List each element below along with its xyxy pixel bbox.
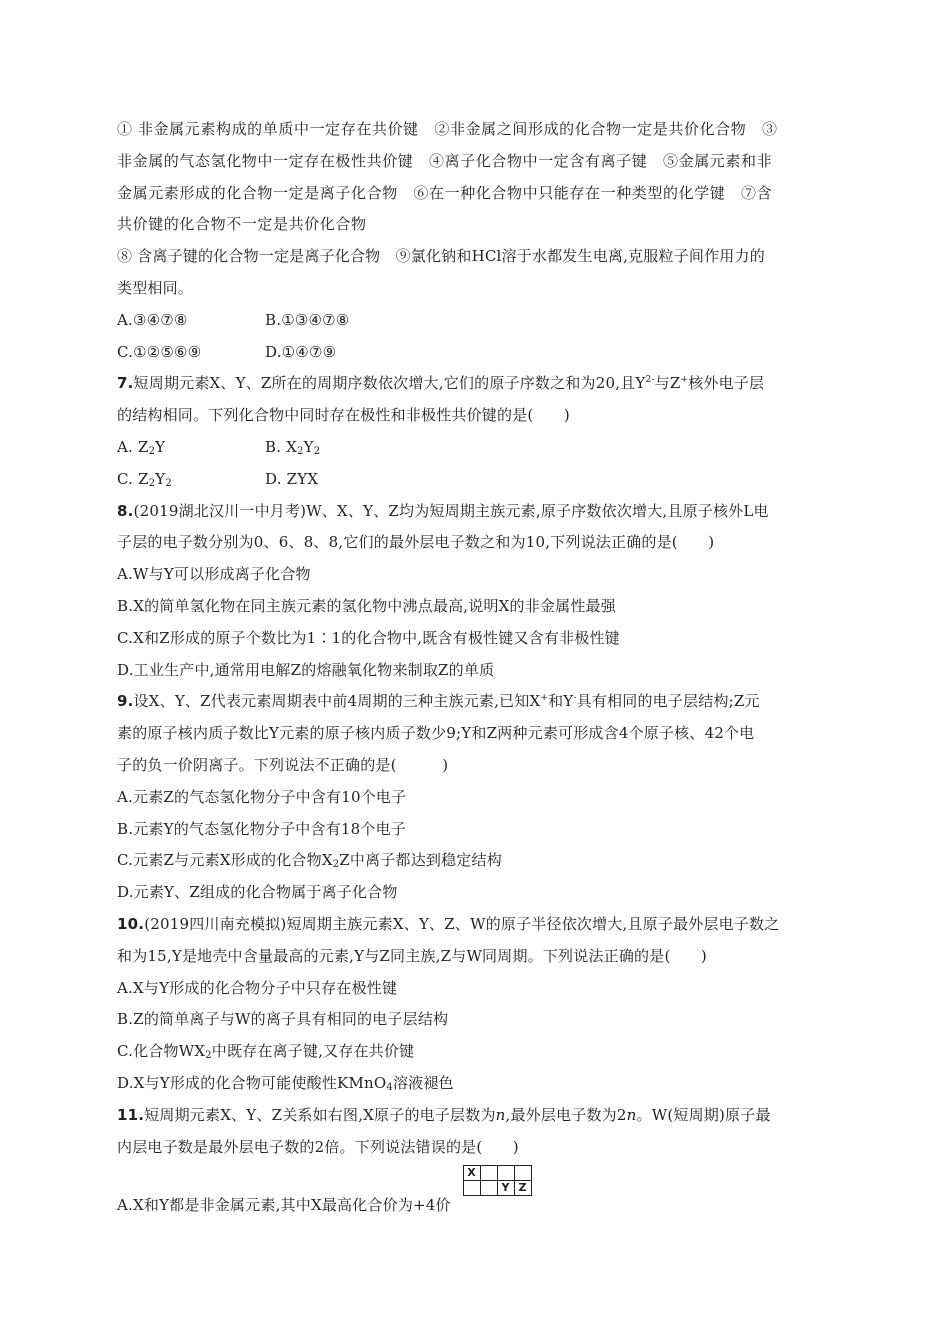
grid-cell [497, 1166, 514, 1181]
option-d [117, 1068, 837, 1100]
grid-cell [480, 1166, 497, 1181]
question-number: 11. [117, 1105, 145, 1124]
superscript: - [573, 693, 577, 704]
option-text: Y [303, 437, 314, 456]
question-number: 10. [117, 914, 145, 933]
grid-row [463, 1166, 531, 1181]
option-c: C.①②⑤⑥⑨ [117, 342, 202, 361]
option-text: Y [155, 437, 166, 456]
option-b: B.①③④⑦⑧ [265, 310, 350, 329]
question-7-line: 的结构相同。下列化合物中同时存在极性和非极性共价键的是( ) [117, 406, 570, 425]
question-9-line: 素的原子核内质子数比Y元素的原子核内质子数少9;Y和Z两种元素可形成含4个原子核、42个电 [117, 724, 755, 743]
grid-cell: Z [514, 1181, 531, 1196]
options-row [117, 464, 837, 496]
question-text: ,最外层电子数为2 [505, 1105, 627, 1124]
option-c [117, 845, 837, 877]
question-text: 设X、Y、Z代表元素周期表中前4周期的三种主族元素,已知X [133, 692, 541, 711]
subscript: 2 [165, 477, 172, 489]
question-11-line [117, 1100, 837, 1132]
options-row [117, 337, 837, 369]
option-a: A.X和Y都是非金属元素,其中X最高化合价为+4价 [117, 1196, 451, 1215]
question-11-line: 内层电子数是最外层电子数的2倍。下列说法错误的是( ) [117, 1137, 519, 1156]
variable-n: n [495, 1105, 506, 1124]
option-text: Y [155, 469, 166, 488]
option-a [117, 432, 265, 464]
question-9-line: 子的负一价阴离子。下列说法不正确的是( ) [117, 755, 449, 774]
question-number: 8. [117, 501, 134, 520]
question-text: 。W(短周期)原子最 [636, 1105, 771, 1124]
question-text: (2019湖北汉川一中月考)W、X、Y、Z均为短周期主族元素,原子序数依次增大,且原子核外L电 [133, 501, 769, 520]
statement-line: 金属元素形成的化合物一定是离子化合物 ⑥在一种化合物中只能存在一种类型的化学键 ⑦含 [117, 183, 773, 202]
question-text: 和Y [548, 692, 574, 711]
option-text: A. Z [117, 437, 149, 456]
option-text: C.元素Z与元素X形成的化合物X [117, 851, 333, 870]
question-text: 与Z [654, 374, 681, 393]
superscript: + [680, 375, 689, 386]
option-text: D.X与Y形成的化合物可能使酸性KMnO [117, 1073, 387, 1092]
question-text: 核外电子层 [688, 374, 765, 393]
option-text: 溶液褪色 [392, 1073, 454, 1092]
statement-line: ⑧ 含离子键的化合物一定是离子化合物 ⑨氯化钠和HCl溶于水都发生电离,克服粒子间作用力的 [117, 247, 765, 266]
question-10-line [117, 909, 837, 941]
option-c [117, 464, 265, 496]
option-text: Z中离子都达到稳定结构 [339, 851, 502, 870]
option-a: A.元素Z的气态氢化物分子中含有10个电子 [117, 787, 407, 806]
statement-line: ① 非金属元素构成的单质中一定存在共价键 ②非金属之间形成的化合物一定是共价化合物 ③ [117, 120, 778, 138]
option-a: A.W与Y可以形成离子化合物 [117, 565, 311, 584]
grid-cell: X [463, 1166, 480, 1181]
grid-cell [480, 1181, 497, 1196]
grid-cell [514, 1166, 531, 1181]
superscript: + [540, 693, 549, 704]
grid-row [463, 1181, 531, 1196]
grid-cell [463, 1181, 480, 1196]
question-number: 9. [117, 692, 134, 711]
question-8-line: 子层的电子数分别为0、6、8、8,它们的最外层电子数之和为10,下列说法正确的是( ) [117, 533, 715, 552]
question-number: 7. [117, 374, 134, 393]
question-7-line [117, 368, 837, 400]
question-text: 具有相同的电子层结构;Z元 [576, 692, 760, 711]
option-a: A.X与Y形成的化合物分子中只存在极性键 [117, 978, 398, 997]
statement-line: 类型相同。 [117, 278, 194, 297]
option-d: D. ZYX [265, 469, 319, 488]
subscript: 2 [332, 859, 340, 871]
statement-line: 非金属的气态氢化物中一定存在极性共价键 ④离子化合物中一定含有离子键 ⑤金属元素和非 [117, 151, 773, 170]
grid-cell: Y [497, 1181, 514, 1196]
option-b: B.X的简单氢化物在同主族元素的氢化物中沸点最高,说明X的非金属性最强 [117, 596, 616, 615]
option-b: B.Z的简单离子与W的离子具有相同的电子层结构 [117, 1010, 449, 1029]
option-c: C.X和Z形成的原子个数比为1∶1的化合物中,既含有极性键又含有非极性键 [117, 628, 620, 647]
superscript: 2- [645, 375, 655, 386]
question-text: 短周期元素X、Y、Z关系如右图,X原子的电子层数为 [144, 1105, 496, 1124]
variable-n: n [626, 1105, 637, 1124]
options-row [117, 305, 837, 337]
statement-line: 共价键的化合物不一定是共价化合物 [117, 215, 367, 234]
subscript: 2 [205, 1050, 212, 1062]
option-b: B.元素Y的气态氢化物分子中含有18个电子 [117, 819, 406, 838]
page-content [117, 114, 837, 1222]
element-grid [463, 1165, 532, 1196]
question-text: 短周期元素X、Y、Z所在的周期序数依次增大,它们的原子序数之和为20,且Y [133, 374, 646, 393]
subscript: 4 [386, 1081, 393, 1093]
question-8-line [117, 496, 837, 528]
option-c [117, 1036, 837, 1068]
options-row [117, 432, 837, 464]
option-a: A.③④⑦⑧ [117, 310, 188, 329]
option-text: B. X [265, 437, 298, 456]
subscript: 2 [148, 445, 156, 457]
option-b [265, 432, 320, 464]
subscript: 2 [313, 445, 321, 457]
option-d: D.元素Y、Z组成的化合物属于离子化合物 [117, 883, 398, 902]
question-text: (2019四川南充模拟)短周期主族元素X、Y、Z、W的原子半径依次增大,且原子最外层电子数之 [144, 914, 780, 933]
option-text: C.化合物WX [117, 1042, 206, 1061]
question-9-line [117, 686, 837, 718]
option-d: D.工业生产中,通常用电解Z的熔融氧化物来制取Z的单质 [117, 660, 495, 679]
option-text: C. Z [117, 469, 149, 488]
subscript: 2 [148, 477, 156, 489]
option-d: D.①④⑦⑨ [265, 342, 337, 361]
question-10-line: 和为15,Y是地壳中含量最高的元素,Y与Z同主族,Z与W同周期。下列说法正确的是( ) [117, 946, 707, 965]
option-text: 中既存在离子键,又存在共价键 [211, 1042, 415, 1061]
subscript: 2 [297, 445, 304, 457]
